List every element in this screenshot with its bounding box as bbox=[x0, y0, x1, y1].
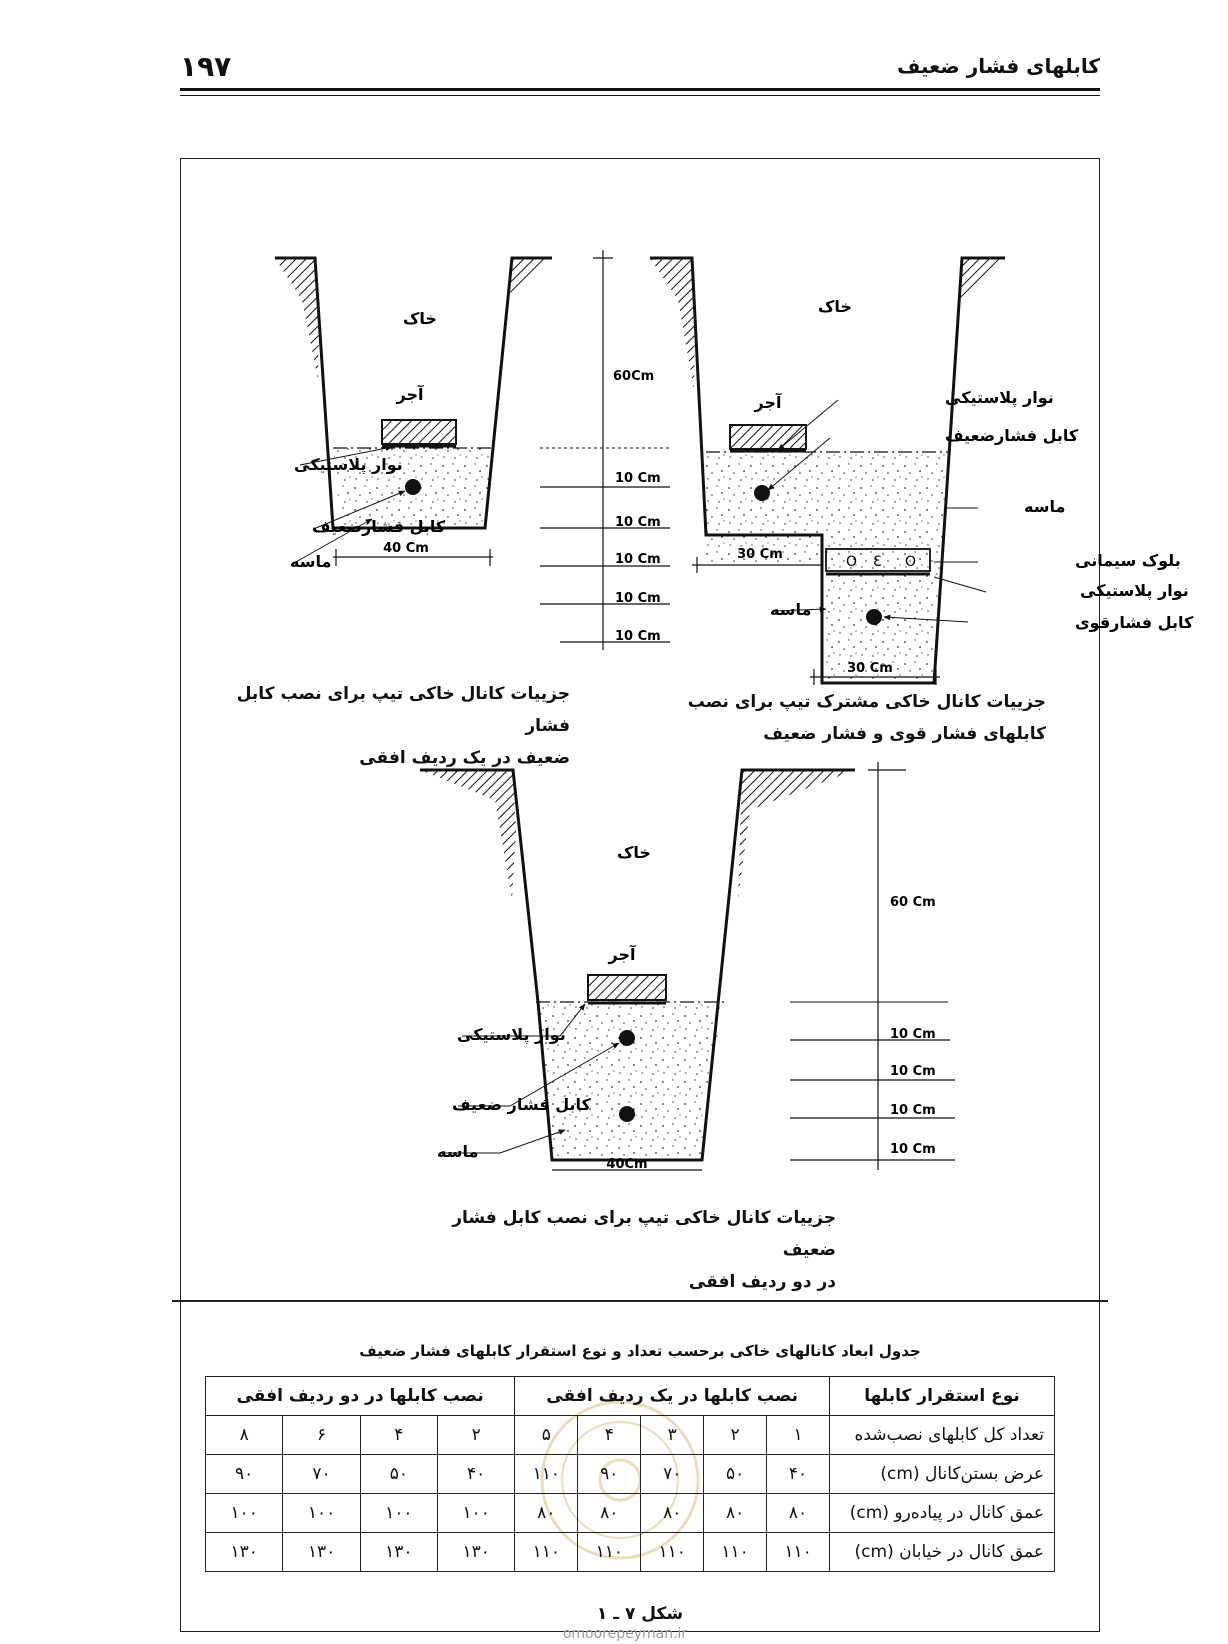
table-cell: ۷۰ bbox=[641, 1455, 704, 1494]
table-cell: ۴ bbox=[578, 1416, 641, 1455]
figure-label: شکل ۷ ـ ۱ bbox=[596, 1604, 684, 1624]
table-header-row bbox=[206, 1377, 1055, 1416]
label-brick: آجر bbox=[608, 945, 636, 964]
dim-depth-10: 10 Cm bbox=[890, 1142, 936, 1157]
table-cell: ۱۱۰ bbox=[515, 1455, 578, 1494]
dim-width-30: 30 Cm bbox=[737, 547, 783, 562]
svg-text:O: O bbox=[846, 554, 858, 570]
caption-line: جزییات کانال خاکی مشترک تیپ برای نصب bbox=[687, 692, 1046, 712]
table-cell: ۷۰ bbox=[283, 1455, 360, 1494]
header-double-row: نصب کابلها در دو ردیف افقی bbox=[206, 1377, 515, 1416]
table-cell: ۱۳۰ bbox=[206, 1533, 283, 1572]
dim-depth-60: 60Cm bbox=[613, 369, 655, 384]
table-cell: ۱۱۰ bbox=[515, 1533, 578, 1572]
diagram-double-row bbox=[420, 762, 955, 1172]
table-cell: ۱۱۰ bbox=[641, 1533, 704, 1572]
dim-depth-10: 10 Cm bbox=[615, 552, 661, 567]
table-cell: ۸۰ bbox=[641, 1494, 704, 1533]
table-cell: ۵ bbox=[515, 1416, 578, 1455]
table-cell: ۵۰ bbox=[360, 1455, 437, 1494]
caption-line: جزییات کانال خاکی تیپ برای نصب کابل فشار ضعیف bbox=[452, 1208, 836, 1260]
header-single-row: نصب کابلها در یک ردیف افقی bbox=[515, 1377, 830, 1416]
label-plastic-tape: نوار پلاستیکی bbox=[1080, 581, 1189, 600]
dim-depth-10: 10 Cm bbox=[615, 515, 661, 530]
dim-width-40: 40 Cm bbox=[383, 541, 429, 556]
page-number: ۱۹۷ bbox=[180, 50, 232, 83]
table-cell: ۱۰۰ bbox=[360, 1494, 437, 1533]
svg-text:O: O bbox=[905, 554, 917, 570]
table-cell: ۸۰ bbox=[578, 1494, 641, 1533]
caption-line: جزییات کانال خاکی تیپ برای نصب کابل فشار bbox=[236, 684, 570, 736]
label-sand: ماسه bbox=[437, 1142, 479, 1161]
row-label: عمق کانال در خیابان (cm) bbox=[830, 1533, 1055, 1572]
label-cement-block: بلوک سیمانی bbox=[1075, 551, 1181, 570]
running-title: کابلهای فشار ضعیف bbox=[897, 54, 1100, 78]
label-lv-cable: کابل فشار ضعیف bbox=[452, 1095, 591, 1114]
diagram-shared-trench bbox=[650, 258, 1194, 685]
table-cell: ۸۰ bbox=[515, 1494, 578, 1533]
svg-text:Ɛ: Ɛ bbox=[873, 554, 882, 570]
diagram-single-row bbox=[275, 258, 552, 571]
table-cell: ۲ bbox=[438, 1416, 515, 1455]
dim-depth-10: 10 Cm bbox=[615, 591, 661, 606]
table-cell: ۱۳۰ bbox=[438, 1533, 515, 1572]
table-cell: ۱۳۰ bbox=[283, 1533, 360, 1572]
table-cell: ۱ bbox=[767, 1416, 830, 1455]
caption-single-row bbox=[200, 678, 570, 774]
dim-width-30: 30 Cm bbox=[847, 661, 893, 676]
table-cell: ۴ bbox=[360, 1416, 437, 1455]
label-soil: خاک bbox=[818, 297, 852, 316]
dim-width-40: 40Cm bbox=[606, 1157, 648, 1172]
caption-line: کابلهای فشار قوی و فشار ضعیف bbox=[763, 724, 1046, 744]
dim-depth-10: 10 Cm bbox=[890, 1103, 936, 1118]
table-row bbox=[206, 1416, 1055, 1455]
table-cell: ۹۰ bbox=[206, 1455, 283, 1494]
label-sand: ماسه bbox=[770, 600, 812, 619]
table-cell: ۱۰۰ bbox=[438, 1494, 515, 1533]
table-cell: ۸۰ bbox=[704, 1494, 767, 1533]
label-plastic-tape: نوار پلاستیکی bbox=[457, 1025, 566, 1044]
table-cell: ۴۰ bbox=[767, 1455, 830, 1494]
dim-depth-10: 10 Cm bbox=[615, 629, 661, 644]
table-cell: ۱۱۰ bbox=[704, 1533, 767, 1572]
label-lv-cable: کابل فشارضعیف bbox=[945, 426, 1079, 445]
label-soil: خاک bbox=[403, 309, 437, 328]
caption-shared bbox=[680, 686, 1046, 750]
table-cell: ۸۰ bbox=[767, 1494, 830, 1533]
table-row bbox=[206, 1494, 1055, 1533]
table-row bbox=[206, 1455, 1055, 1494]
table-cell: ۱۰۰ bbox=[283, 1494, 360, 1533]
table-cell: ۱۰۰ bbox=[206, 1494, 283, 1533]
row-label: عرض بستن‌کانال (cm) bbox=[830, 1455, 1055, 1494]
dimension-column-top bbox=[540, 250, 670, 650]
table-cell: ۱۳۰ bbox=[360, 1533, 437, 1572]
label-plastic-tape: نوار پلاستیکی bbox=[294, 455, 403, 474]
table-cell: ۲ bbox=[704, 1416, 767, 1455]
label-sand: ماسه bbox=[1024, 497, 1066, 516]
label-plastic-tape: نوار پلاستیکی bbox=[945, 388, 1054, 407]
caption-double-row bbox=[400, 1202, 836, 1298]
dim-depth-10: 10 Cm bbox=[615, 471, 661, 486]
caption-line: در دو ردیف افقی bbox=[688, 1272, 836, 1292]
table-row bbox=[206, 1533, 1055, 1572]
dim-depth-10: 10 Cm bbox=[890, 1064, 936, 1079]
table-cell: ۶ bbox=[283, 1416, 360, 1455]
label-hv-cable: کابل فشارقوی bbox=[1075, 613, 1194, 632]
table-cell: ۹۰ bbox=[578, 1455, 641, 1494]
table-title: جدول ابعاد کانالهای خاکی برحسب تعداد و نوع استقرار کابلهای فشار ضعیف bbox=[359, 1342, 921, 1360]
dim-depth-10: 10 Cm bbox=[890, 1027, 936, 1042]
dim-depth-60: 60 Cm bbox=[890, 895, 936, 910]
table-cell: ۳ bbox=[641, 1416, 704, 1455]
table-cell: ۸ bbox=[206, 1416, 283, 1455]
label-soil: خاک bbox=[617, 843, 651, 862]
label-brick: آجر bbox=[754, 393, 782, 412]
watermark-text: omoorepeyman.ir bbox=[562, 1626, 688, 1642]
row-label: عمق کانال در پیاده‌رو (cm) bbox=[830, 1494, 1055, 1533]
row-label: تعداد کل کابلهای نصب‌شده bbox=[830, 1416, 1055, 1455]
label-sand: ماسه bbox=[290, 552, 332, 571]
label-lv-cable: کابل فشارضعیف bbox=[312, 517, 446, 536]
label-brick: آجر bbox=[396, 385, 424, 404]
table-cell: ۴۰ bbox=[438, 1455, 515, 1494]
table-cell: ۵۰ bbox=[704, 1455, 767, 1494]
header-installation-type: نوع استقرار کابلها bbox=[830, 1377, 1055, 1416]
trench-dimensions-table bbox=[205, 1376, 1055, 1572]
caption-line: ضعیف در یک ردیف افقی bbox=[359, 748, 570, 768]
table-cell: ۱۱۰ bbox=[578, 1533, 641, 1572]
table-cell: ۱۱۰ bbox=[767, 1533, 830, 1572]
